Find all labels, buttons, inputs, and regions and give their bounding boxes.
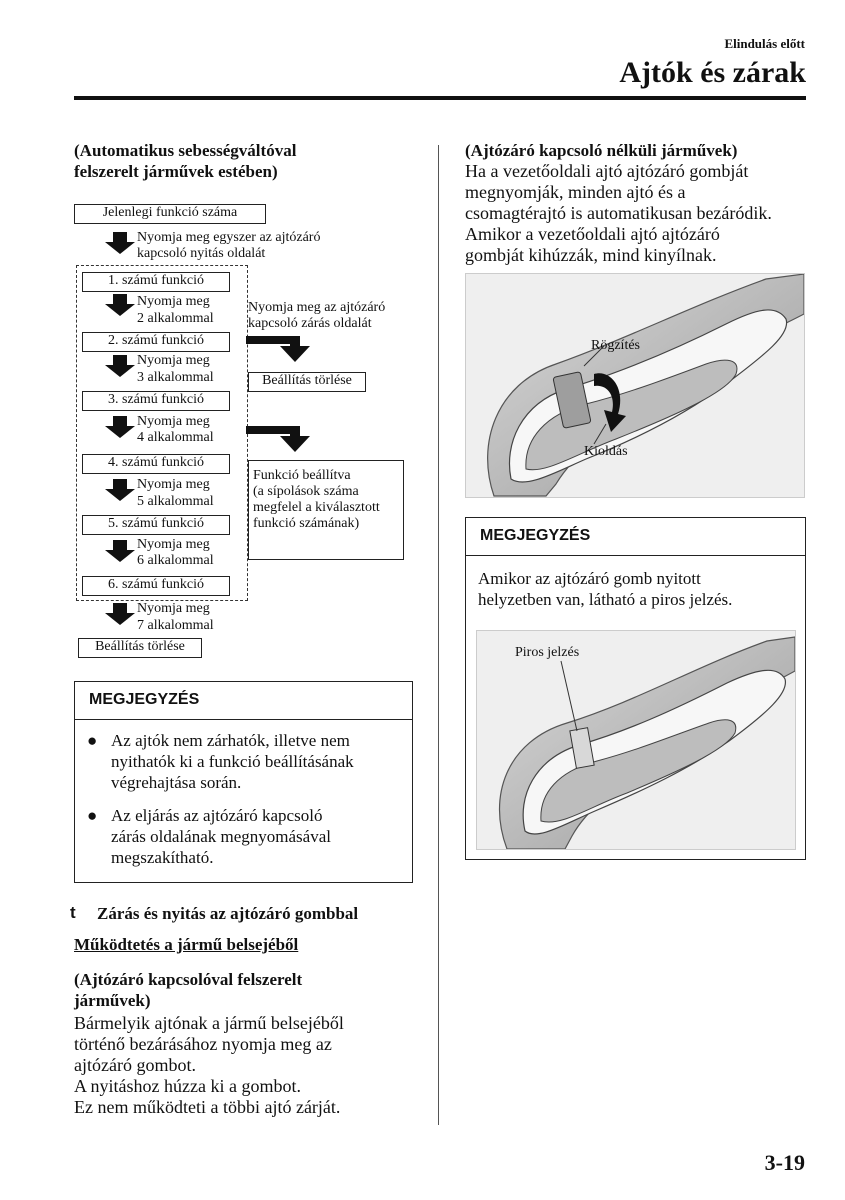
- note-bullet-item: [87, 805, 402, 868]
- right-heading: (Ajtózáró kapcsoló nélküli járművek): [465, 141, 738, 160]
- note-line: Az ajtók nem zárhatók, illetve nem: [111, 731, 350, 750]
- paragraph-line: gombját kihúzzák, mind kinyílnak.: [465, 245, 717, 265]
- note-line: Amikor az ajtózáró gomb nyitott: [478, 569, 701, 588]
- function-set-line: (a sípolások száma: [253, 484, 359, 499]
- section-title: Zárás és nyitás az ajtózáró gombbal: [97, 904, 359, 923]
- cancel-setting-bottom-box: Beállítás törlése: [78, 638, 202, 658]
- note-box-right: [465, 517, 806, 860]
- press-count-line-1: Nyomja meg: [137, 601, 210, 616]
- down-arrow-icon: [105, 232, 135, 254]
- paragraph-line: Ha a vezetőoldali ajtó ajtózáró gombját: [465, 161, 749, 181]
- door-handle-illustration: [466, 274, 804, 497]
- function-box: 2. számú funkció: [82, 332, 230, 352]
- paragraph-line: Bármelyik ajtónak a jármű belsejéből: [74, 1013, 344, 1033]
- press-count-line-2: 3 alkalommal: [137, 370, 214, 385]
- note-line: nyithatók ki a funkció beállításának: [111, 752, 354, 771]
- press-count-line-2: 7 alkalommal: [137, 618, 214, 633]
- note-bullet-item: [87, 730, 402, 793]
- function-box: 6. számú funkció: [82, 576, 230, 596]
- function-box: 4. számú funkció: [82, 454, 230, 474]
- bent-arrow-icon: [246, 426, 310, 452]
- paragraph-line: Amikor a vezetőoldali ajtó ajtózáró: [465, 224, 720, 244]
- down-arrow-icon: [105, 540, 135, 562]
- press-count-line-1: Nyomja meg: [137, 537, 210, 552]
- down-arrow-icon: [105, 294, 135, 316]
- right-paragraph: [465, 161, 772, 266]
- press-count-line-1: Nyomja meg: [137, 477, 210, 492]
- note-title: MEGJEGYZÉS: [75, 682, 412, 720]
- section-marker: t: [70, 903, 76, 922]
- note-line: végrehajtása során.: [111, 773, 242, 792]
- note-line: helyzetben van, látható a piros jelzés.: [478, 590, 733, 609]
- page-title: Ajtók és zárak: [619, 56, 806, 89]
- door-lock-figure: [465, 273, 805, 498]
- paragraph-line: ajtózáró gombot.: [74, 1055, 196, 1075]
- down-arrow-icon: [105, 416, 135, 438]
- lock-label: Rögzítés: [591, 338, 640, 353]
- function-box: 3. számú funkció: [82, 391, 230, 411]
- paragraph-line: megnyomják, minden ajtó és a: [465, 182, 686, 202]
- sub-heading-line-1: (Ajtózáró kapcsolóval felszerelt: [74, 970, 303, 989]
- bullet-icon: ●: [87, 806, 98, 825]
- left-heading-line-2: felszerelt járművek estében): [74, 162, 278, 181]
- function-set-line: megfelel a kiválasztott: [253, 500, 380, 515]
- red-indicator-label: Piros jelzés: [515, 645, 580, 660]
- unlock-instruction-line-2: kapcsoló nyitás oldalát: [137, 246, 266, 261]
- down-arrow-icon: [105, 355, 135, 377]
- down-arrow-icon: [105, 479, 135, 501]
- note-body: [75, 720, 412, 868]
- press-count-line-1: Nyomja meg: [137, 414, 210, 429]
- red-indicator-illustration: [477, 631, 795, 849]
- press-count-line-2: 4 alkalommal: [137, 430, 214, 445]
- subsection-title: Működtetés a jármű belsejéből: [74, 935, 299, 954]
- lock-instruction-line-1: Nyomja meg az ajtózáró: [248, 300, 386, 315]
- note-box-left: [74, 681, 413, 883]
- note-line: megszakítható.: [111, 848, 214, 867]
- down-arrow-icon: [105, 603, 135, 625]
- header-section-label: Elindulás előtt: [724, 36, 805, 51]
- function-set-line: funkció számának): [253, 516, 360, 531]
- press-count-line-2: 6 alkalommal: [137, 553, 214, 568]
- left-paragraph: [74, 1013, 344, 1118]
- cancel-setting-box: Beállítás törlése: [248, 372, 366, 392]
- function-box: 1. számú funkció: [82, 272, 230, 292]
- unlock-label: Kioldás: [584, 444, 628, 459]
- function-box: 5. számú funkció: [82, 515, 230, 535]
- press-count-line-1: Nyomja meg: [137, 353, 210, 368]
- note-line: Az eljárás az ajtózáró kapcsoló: [111, 806, 323, 825]
- bullet-icon: ●: [87, 731, 98, 750]
- paragraph-line: történő bezárásához nyomja meg az: [74, 1034, 332, 1054]
- sub-heading-line-2: járművek): [74, 991, 151, 1010]
- paragraph-line: csomagtérajtó is automatikusan bezáródik.: [465, 203, 772, 223]
- paragraph-line: A nyitáshoz húzza ki a gombot.: [74, 1076, 301, 1096]
- red-indicator-figure: [476, 630, 796, 850]
- left-heading-line-1: (Automatikus sebességváltóval: [74, 141, 297, 160]
- press-count-line-1: Nyomja meg: [137, 294, 210, 309]
- paragraph-line: Ez nem működteti a többi ajtó zárját.: [74, 1097, 341, 1117]
- press-count-line-2: 2 alkalommal: [137, 311, 214, 326]
- note-line: zárás oldalának megnyomásával: [111, 827, 331, 846]
- function-set-box: [248, 460, 404, 560]
- current-function-box: Jelenlegi funkció száma: [74, 204, 266, 224]
- note-body: [466, 556, 805, 610]
- page-number: 3-19: [764, 1150, 805, 1175]
- unlock-instruction-line-1: Nyomja meg egyszer az ajtózáró: [137, 230, 321, 245]
- press-count-line-2: 5 alkalommal: [137, 494, 214, 509]
- note-title: MEGJEGYZÉS: [466, 518, 805, 556]
- function-set-line: Funkció beállítva: [253, 468, 351, 483]
- lock-instruction-line-2: kapcsoló zárás oldalát: [248, 316, 372, 331]
- bent-arrow-icon: [246, 336, 310, 362]
